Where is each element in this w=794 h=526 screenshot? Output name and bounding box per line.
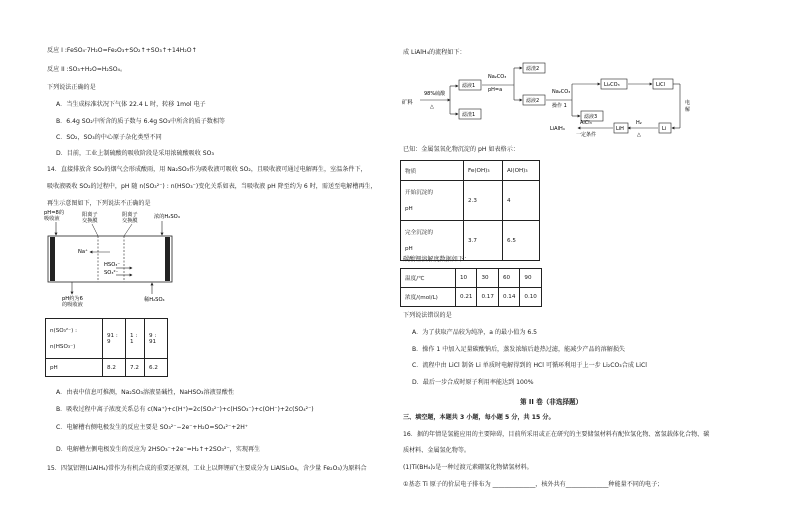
sol-cell: 10 <box>456 269 477 288</box>
q13-option-d: D．目前，工业上制硫酸的吸收阶段是采用浓硫酸吸收 SO₃ <box>56 150 214 157</box>
q16-line-2: 质材料、金属氢化物等。 <box>403 447 471 454</box>
li-label: Li <box>662 126 667 132</box>
sol-cell: 0.14 <box>498 288 519 307</box>
condition-label: 一定条件 <box>576 132 597 138</box>
licl-label: LiCl <box>656 82 666 88</box>
ore-label: 矿料 <box>402 100 413 106</box>
q14-line-1: 14．直接排放含 SO₂的烟气会形成酸雨，用 Na₂SO₃作为吸收液可吸收 SO₂，且吸收液可通过电解再生，室温条件下， <box>47 166 367 173</box>
ph-table-header: Al(OH)₃ <box>503 161 540 181</box>
process-flow-diagram <box>400 58 700 142</box>
right-electrode <box>165 237 170 281</box>
residue2-label: 滤渣2 <box>526 66 540 72</box>
ph-a-label: pH=a <box>488 87 503 93</box>
ph-table-row-label: 完全沉淀的 pH <box>401 221 464 261</box>
acid-label: 98%硫酸 <box>424 91 446 97</box>
heat-label: △ <box>430 104 434 110</box>
sol-row-label: 温度/℃ <box>401 269 456 288</box>
section3-heading: 三、填空题，本题共 3 小题，每小题 5 分，共 15 分。 <box>403 414 555 421</box>
q16-sub: (1)Ti(BH₄)₂是一种过渡元素硼氢化物储氢材料。 <box>403 464 533 471</box>
hso3-label: HSO₃⁻ <box>104 262 121 268</box>
ph-cell: 7.2 <box>126 359 145 377</box>
ph-table-row-label: 开始沉淀的 pH <box>401 181 464 221</box>
q15-stem: 下列说法错误的是 <box>403 312 452 319</box>
q14-line-3: 再生示意图如下，下列说法不正确的是 <box>47 200 151 207</box>
q14-option-d: D．电解槽左侧电极发生的反应为 2HSO₃⁻+2e⁻=H₂↑+2SO₃²⁻，实现再生 <box>56 446 261 453</box>
solubility-intro: 碳酸锂溶解度数据如下： <box>403 256 471 263</box>
anion-pointer <box>124 224 132 236</box>
reaction-1: 反应 I :FeSO₄·7H₂O=Fe₂O₃+SO₂↑+SO₃↑+14H₂O↑ <box>47 47 197 54</box>
ph-cell: 8.2 <box>103 359 126 377</box>
solubility-table <box>400 268 542 307</box>
ph-table-cell: 4 <box>503 181 540 221</box>
alcl3-label: AlCl₃ <box>580 120 592 126</box>
q15-line: 15．四氢铝锂(LiAlH₄)常作为有机合成的重要还原剂，工业上以辉锂矿(主要成分为 LiAlSi₂O₆，含少量 Fe₂O₃)为原料合 <box>47 465 367 472</box>
q16-question-1: ①基态 Ti 原子的价层电子排布为 ______________，核外共有______________种能量不同的电子； <box>403 481 664 488</box>
q15-option-a: A．为了获取产品较为纯净，a 的最小值为 6.5 <box>412 329 538 336</box>
left-electrode <box>50 237 55 281</box>
q14-option-a: A．由表中信息可推测，Na₂SO₃溶液显碱性，NaHSO₃溶液显酸性 <box>56 389 234 396</box>
so3-label: SO₃²⁻ <box>104 270 119 276</box>
sol-cell: 0.10 <box>520 288 541 307</box>
ph-table-header: Fe(OH)₃ <box>464 161 503 181</box>
ph-table-cell: 3.7 <box>464 221 503 261</box>
cation-membrane-label-2: 交换膜 <box>82 218 98 224</box>
ratio-table <box>45 318 168 377</box>
top-left-label-2: 吸收液 <box>44 216 60 222</box>
q14-line-2: 吸收液吸收 SO₂的过程中，pH 随 n(SO₃²⁻) : n(HSO₃⁻)变化关系如表，当吸收液 pH 降至约为 6 时，需送至电解槽再生， <box>47 183 377 190</box>
li2co3-label: Li₂CO₃ <box>604 82 620 88</box>
lialh4-label: LiAlH₄ <box>550 126 565 132</box>
q13-stem: 下列说法正确的是 <box>47 84 96 91</box>
ph-table <box>400 160 540 261</box>
sol-row-label: 浓度/(mol/L) <box>401 288 456 307</box>
q13-option-c: C．SO₂，SO₃的中心原子杂化类型不同 <box>56 134 162 141</box>
anion-membrane-label-2: 交换膜 <box>122 218 138 224</box>
cation-membrane-label-1: 阳离子 <box>82 212 98 218</box>
flow-intro: 成 LiAlH₄的流程如下： <box>403 49 466 56</box>
q14-option-c: C．电解槽右侧电极发生的反应主要是 SO₃²⁻−2e⁻+H₂O=SO₄²⁻+2H⁺ <box>56 424 248 431</box>
bottom-left-label-2: 的吸收液 <box>62 302 83 308</box>
electrolysis-diagram <box>40 208 180 308</box>
electrolysis-label-1: 电 <box>685 100 691 106</box>
op1-label: 操作 1 <box>552 103 567 109</box>
ph-row-label: pH <box>46 359 103 377</box>
ph-intro: 已知：金属氢氧化物沉淀的 pH 如表格示： <box>403 146 519 153</box>
filtrate1-label: 滤液1 <box>462 83 476 89</box>
sol-cell: 60 <box>498 269 519 288</box>
dilute-acid-label: 稀H₂SO₄ <box>144 297 165 303</box>
sol-cell: 0.17 <box>477 288 498 307</box>
q16-line-1: 16．据的年情是氢能应用的主要障碍，目前所采用或正在研究的主要储氢材料有配位氢化物、富氢载体化合物、碳 <box>403 431 710 438</box>
q13-option-b: B．6.4g SO₂中所含的质子数与 6.4g SO₃中所含的质子数相等 <box>56 118 226 125</box>
q13-option-a: A．当生成标准状况下气体 22.4 L 时，转移 1mol 电子 <box>56 101 206 108</box>
ratio-cell: 1 : 1 <box>126 319 145 359</box>
ratio-row-label: n(SO₃²⁻) : n(HSO₃⁻) <box>46 319 103 359</box>
ratio-cell: 9 : 91 <box>145 319 168 359</box>
filtrate3-label: 滤液3 <box>584 114 598 120</box>
residue1-label: 滤渣1 <box>462 112 476 118</box>
bottom-left-label-1: pH约为6 <box>62 296 83 302</box>
q15-option-d: D．最后一步合成时原子利用率能达到 100% <box>412 379 534 386</box>
ph-table-header: 物质 <box>401 161 464 181</box>
cation-pointer <box>92 224 98 236</box>
reaction-2: 反应 II :SO₃+H₂O=H₂SO₄。 <box>47 66 127 73</box>
ph-table-cell: 6.5 <box>503 221 540 261</box>
part2-title: 第 II 卷（非选择题） <box>520 398 583 406</box>
na-ion-label: Na⁺ <box>78 249 88 255</box>
q14-option-b: B．吸收过程中离子浓度关系总有 c(Na⁺)+c(H⁺)=2c(SO₃²⁻)+c(HSO₃⁻)+c(OH⁻)+2c(SO₄²⁻) <box>56 406 314 413</box>
filtrate2-label: 滤液2 <box>526 98 540 104</box>
na2co3-b-label: Na₂CO₃ <box>552 89 571 95</box>
sol-cell: 30 <box>477 269 498 288</box>
lih-label: LiH <box>616 126 624 132</box>
na2co3-a-label: Na₂CO₃ <box>488 74 507 80</box>
q15-option-c: C．流程中由 LiCl 制备 Li 单质时电解得到的 HCl 可循环利用于上一步 Li₂CO₃合成 LiCl <box>412 362 647 369</box>
q15-option-b: B．操作 1 中加入足量碳酸钠后，蒸发浓缩后趁热过滤，能减少产品的溶解损失 <box>412 346 626 353</box>
heat2-label: △ <box>637 132 641 138</box>
sol-cell: 90 <box>520 269 541 288</box>
top-left-label-1: pH=8的 <box>44 210 65 216</box>
conc-acid-label: 浓的H₂SO₄ <box>154 214 180 220</box>
sol-cell: 0.21 <box>456 288 477 307</box>
ph-table-cell: 2.3 <box>464 181 503 221</box>
ph-cell: 6.2 <box>145 359 168 377</box>
ratio-cell: 91 : 9 <box>103 319 126 359</box>
electrolysis-label-2: 解 <box>685 107 691 113</box>
h2-label: H₂ <box>636 120 642 126</box>
anion-membrane-label-1: 阴离子 <box>122 212 138 218</box>
